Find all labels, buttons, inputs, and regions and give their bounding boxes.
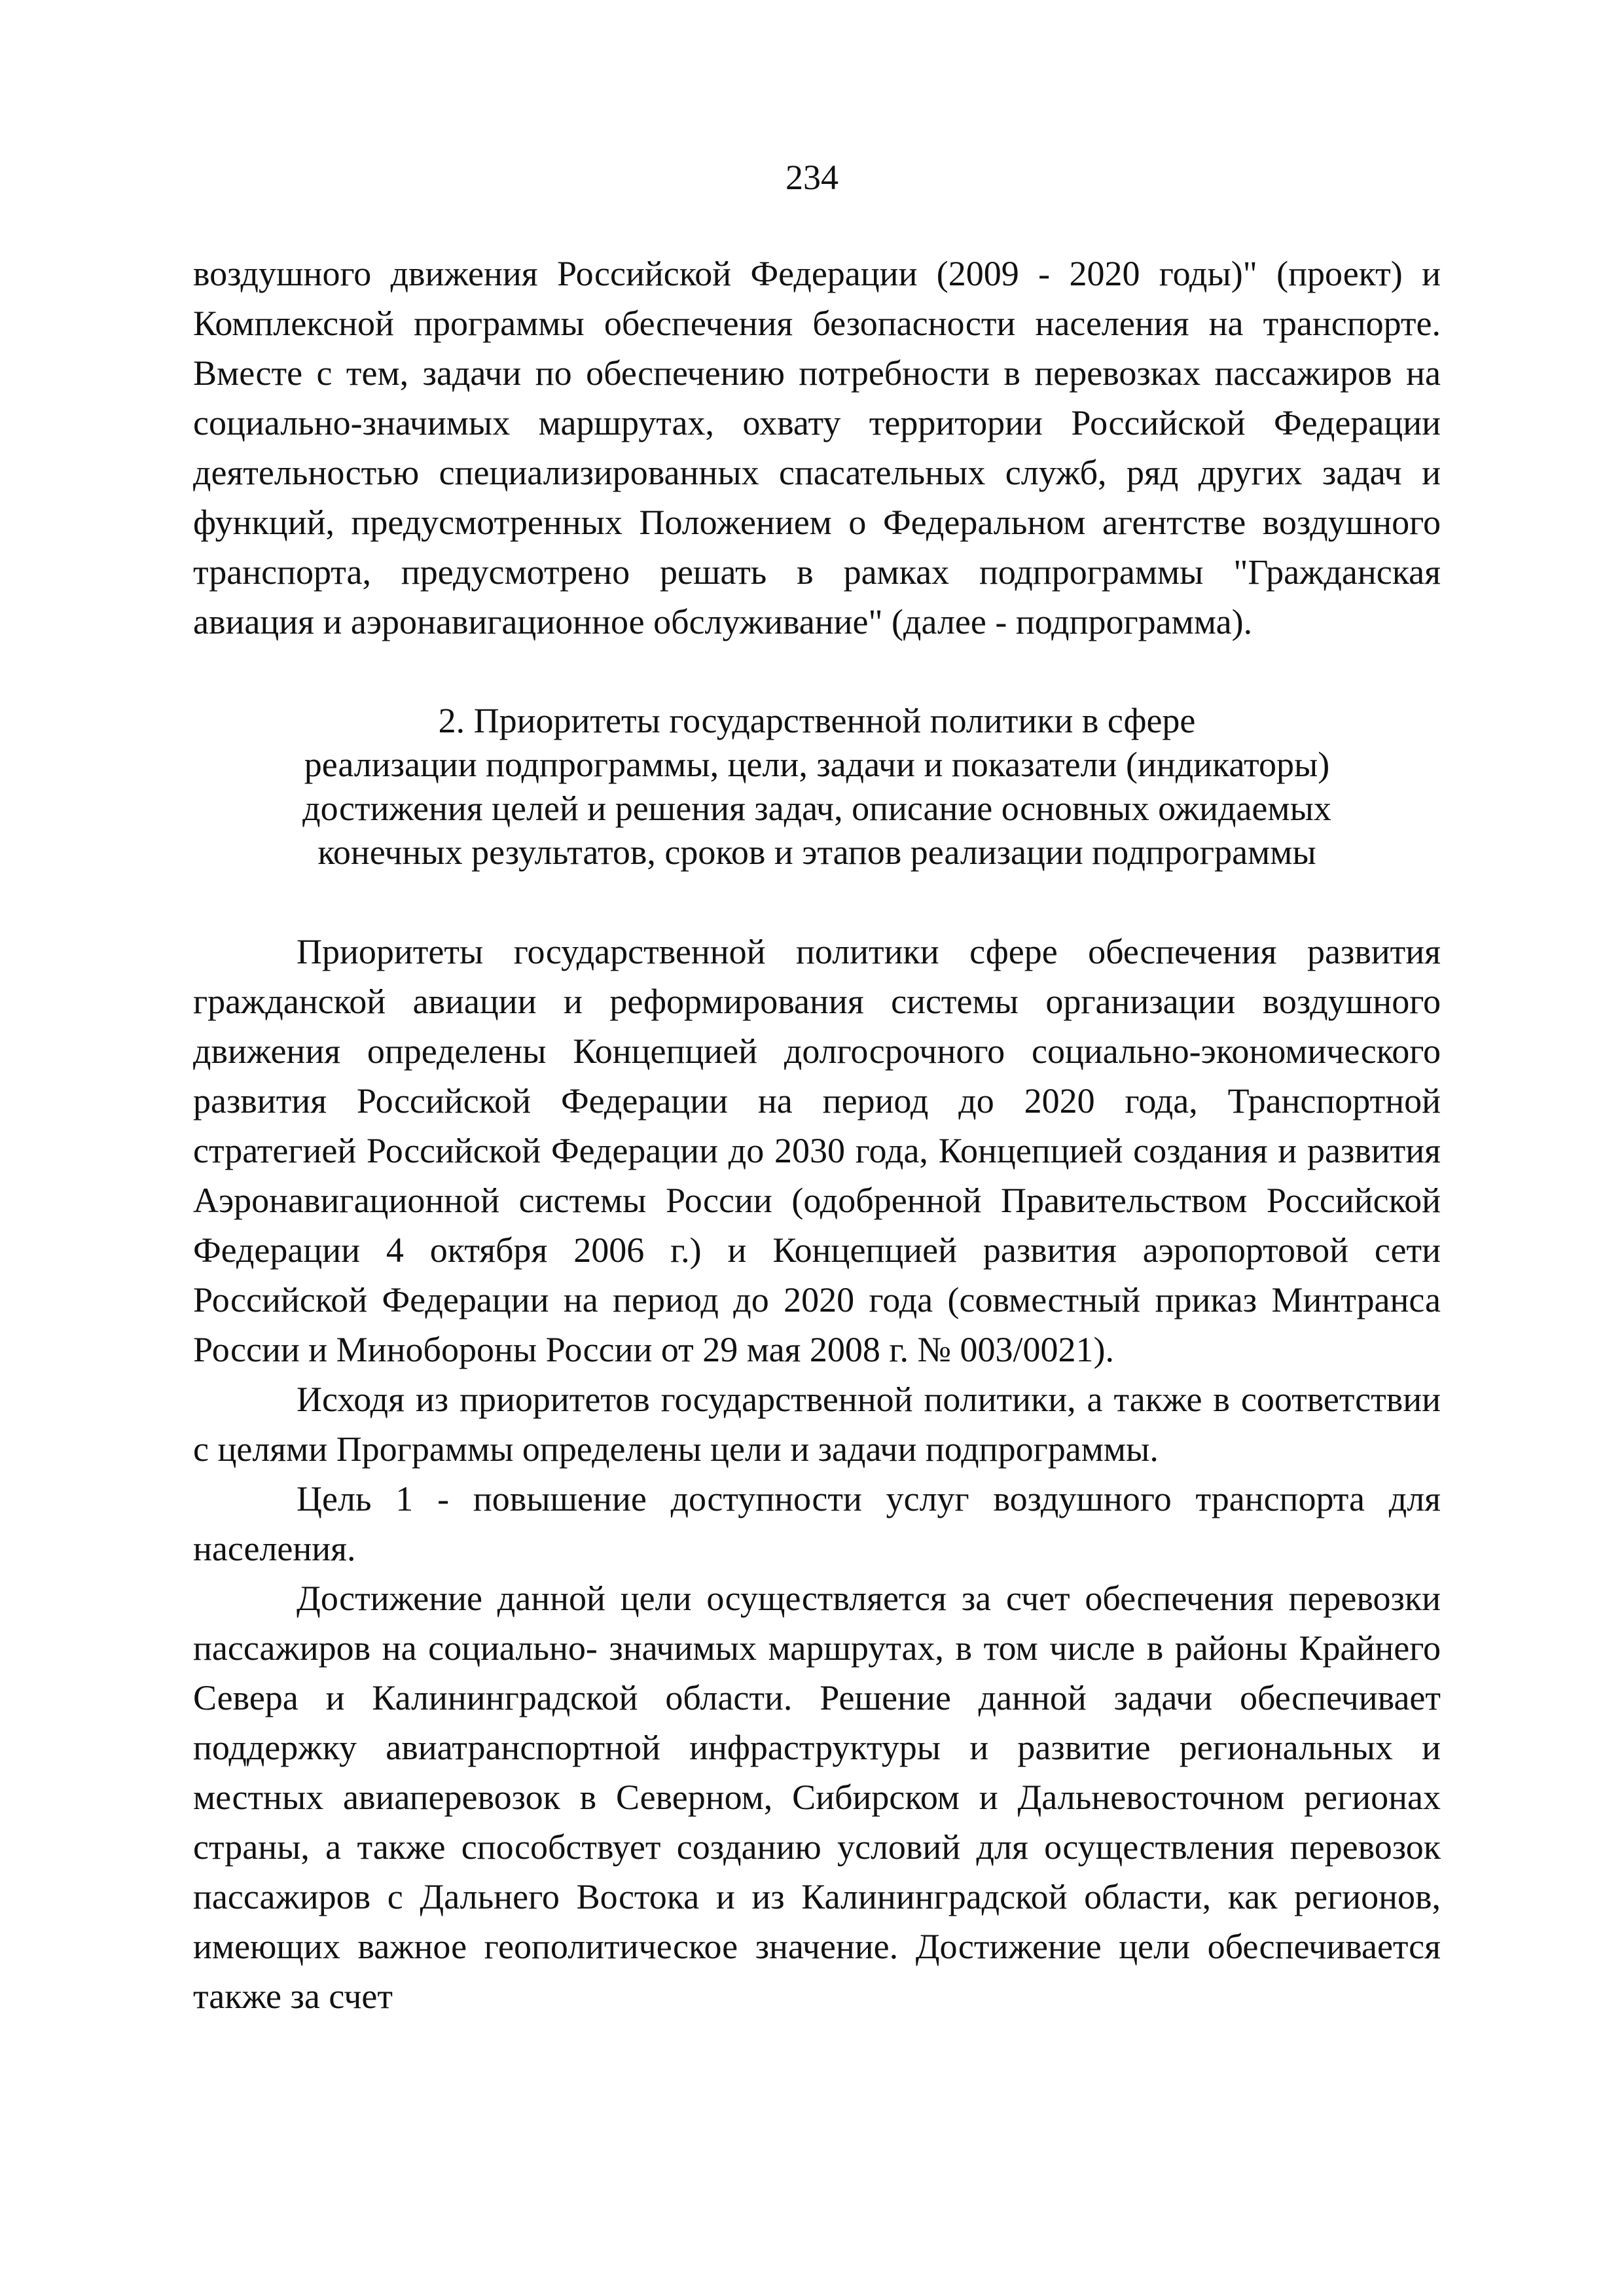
page-number: 234 (785, 158, 839, 197)
body-paragraph: Цель 1 - повышение доступности услуг воздушного транспорта для населения. (193, 1479, 1441, 1568)
section-heading-line: достижения целей и решения задач, описание основных ожидаемых (302, 789, 1331, 828)
body-paragraph: Достижение данной цели осуществляется за счет обеспечения перевозки пассажиров на социально- значимых маршрутах, в том числе в районы Крайнего Севера и Калининградской области. Решение данной задачи обеспечивает поддержку авиатранспортной инфраструктуры и развитие региональных и местных авиаперевозок в Северном, Сибирском и Дальневосточном регионах страны, а также способствует созданию условий для осуществления перевозок пассажиров с Дальнего Востока и из Калининградской области, как регионов, имеющих важное геополитическое значение. Достижение цели обеспечивается также за счет (193, 1579, 1441, 2016)
section-heading-line: реализации подпрограммы, цели, задачи и показатели (индикаторы) (304, 745, 1330, 784)
body-paragraph: Приоритеты государственной политики сфере обеспечения развития гражданской авиации и реформирования системы организации воздушного движения определены Концепцией долгосрочного социально-экономического развития Российской Федерации на период до 2020 года, Транспортной стратегией Российской Федерации до 2030 года, Концепцией создания и развития Аэронавигационной системы России (одобренной Правительством Российской Федерации 4 октября 2006 г.) и Концепцией развития аэропортовой сети Российской Федерации на период до 2020 года (совместный приказ Минтранса России и Минобороны России от 29 мая 2008 г. № 003/0021). (193, 932, 1441, 1369)
page-content (193, 249, 1441, 2021)
section-heading-line: 2. Приоритеты государственной политики в сфере (438, 701, 1196, 740)
intro-paragraph: воздушного движения Российской Федерации (2009 - 2020 годы)" (проект) и Комплексной программы обеспечения безопасности населения на транспорте. Вместе с тем, задачи по обеспечению потребности в перевозках пассажиров на социально-значимых маршрутах, охвату территории Российской Федерации деятельностью специализированных спасательных служб, ряд других задач и функций, предусмотренных Положением о Федеральном агентстве воздушного транспорта, предусмотрено решать в рамках подпрограммы "Гражданская авиация и аэронавигационное обслуживание" (далее - подпрограмма). (193, 254, 1441, 641)
section-heading (193, 699, 1441, 874)
section-heading-line: конечных результатов, сроков и этапов реализации подпрограммы (317, 833, 1316, 872)
body-paragraph: Исходя из приоритетов государственной политики, а также в соответствии с целями Программы определены цели и задачи подпрограммы. (193, 1380, 1441, 1469)
